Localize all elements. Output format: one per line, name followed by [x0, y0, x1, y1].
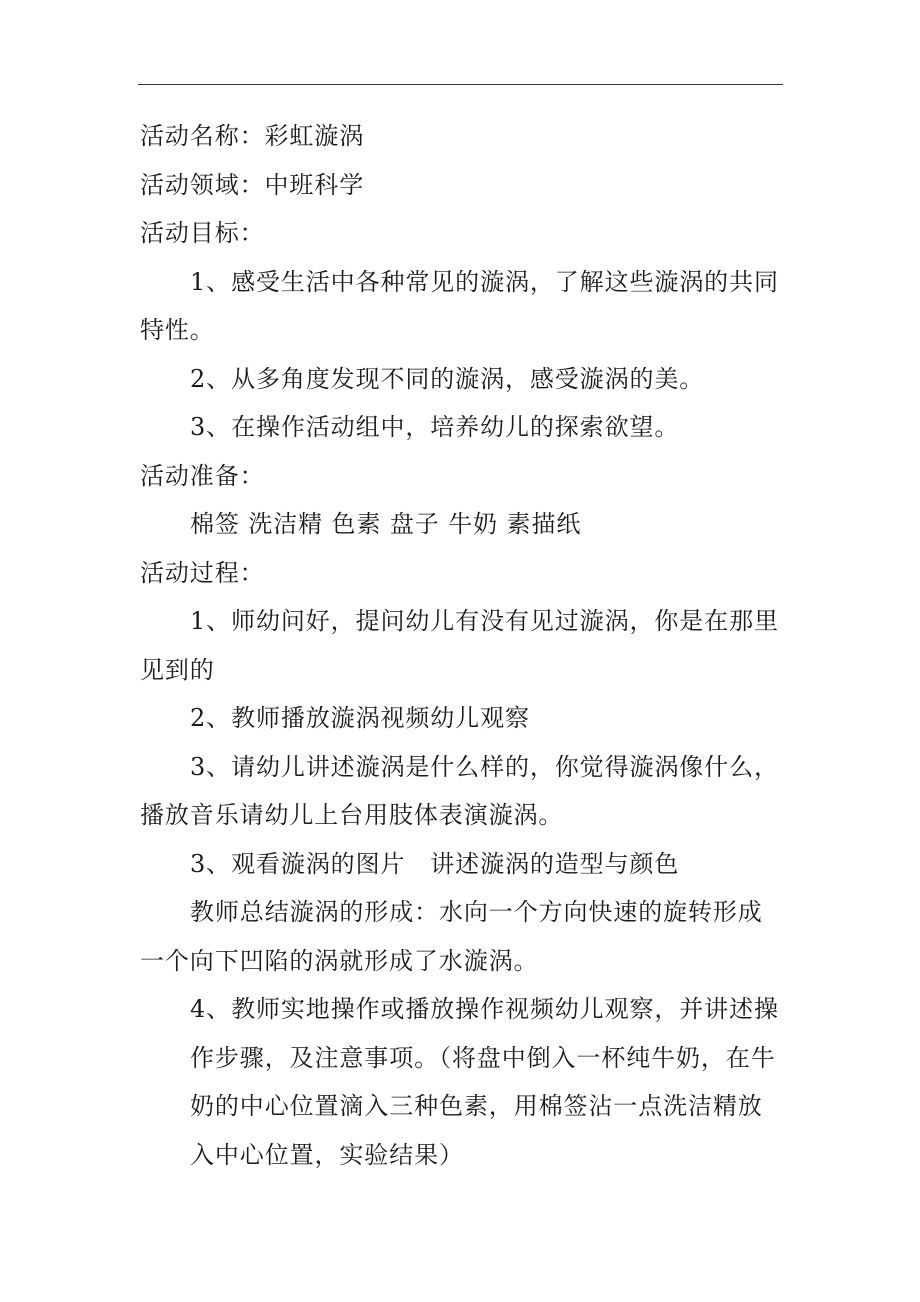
activity-name-line: 活动名称：彩虹漩涡 — [140, 122, 365, 150]
process-heading: 活动过程： — [140, 558, 265, 587]
header-rule — [138, 84, 783, 85]
goal-item-3: 3、在操作活动组中，培养幼儿的探索欲望。 — [190, 413, 680, 441]
goal-item-2: 2、从多角度发现不同的漩涡，感受漩涡的美。 — [190, 364, 705, 393]
goals-heading: 活动目标： — [140, 219, 265, 247]
document-body — [140, 112, 785, 1179]
materials-list: 棉签 洗洁精 色素 盘子 牛奶 素描纸 — [190, 510, 582, 538]
process-step-3: 3、请幼儿讲述漩涡是什么样的，你觉得漩涡像什么，播放音乐请幼儿上台用肢体表演漩涡。 — [140, 752, 779, 829]
prep-heading: 活动准备： — [140, 461, 265, 490]
activity-domain-line: 活动领域：中班科学 — [140, 170, 365, 199]
teacher-summary: 教师总结漩涡的形成：水向一个方向快速的旋转形成一个向下凹陷的涡就形成了水漩涡。 — [140, 898, 763, 975]
process-step-4: 4、教师实地操作或播放操作视频幼儿观察，并讲述操作步骤，及注意事项。（将盘中倒入一杯纯牛奶，在牛奶的中心位置滴入三种色素，用棉签沾一点洗洁精放入中心位置，实验结果） — [190, 995, 779, 1169]
process-step-3b: 3、观看漩涡的图片 讲述漩涡的造型与颜色 — [190, 849, 680, 878]
goal-item-1: 1、感受生活中各种常见的漩涡，了解这些漩涡的共同特性。 — [140, 267, 779, 344]
process-step-1: 1、师幼问好，提问幼儿有没有见过漩涡，你是在那里见到的 — [140, 607, 779, 684]
process-step-2: 2、教师播放漩涡视频幼儿观察 — [190, 704, 530, 732]
